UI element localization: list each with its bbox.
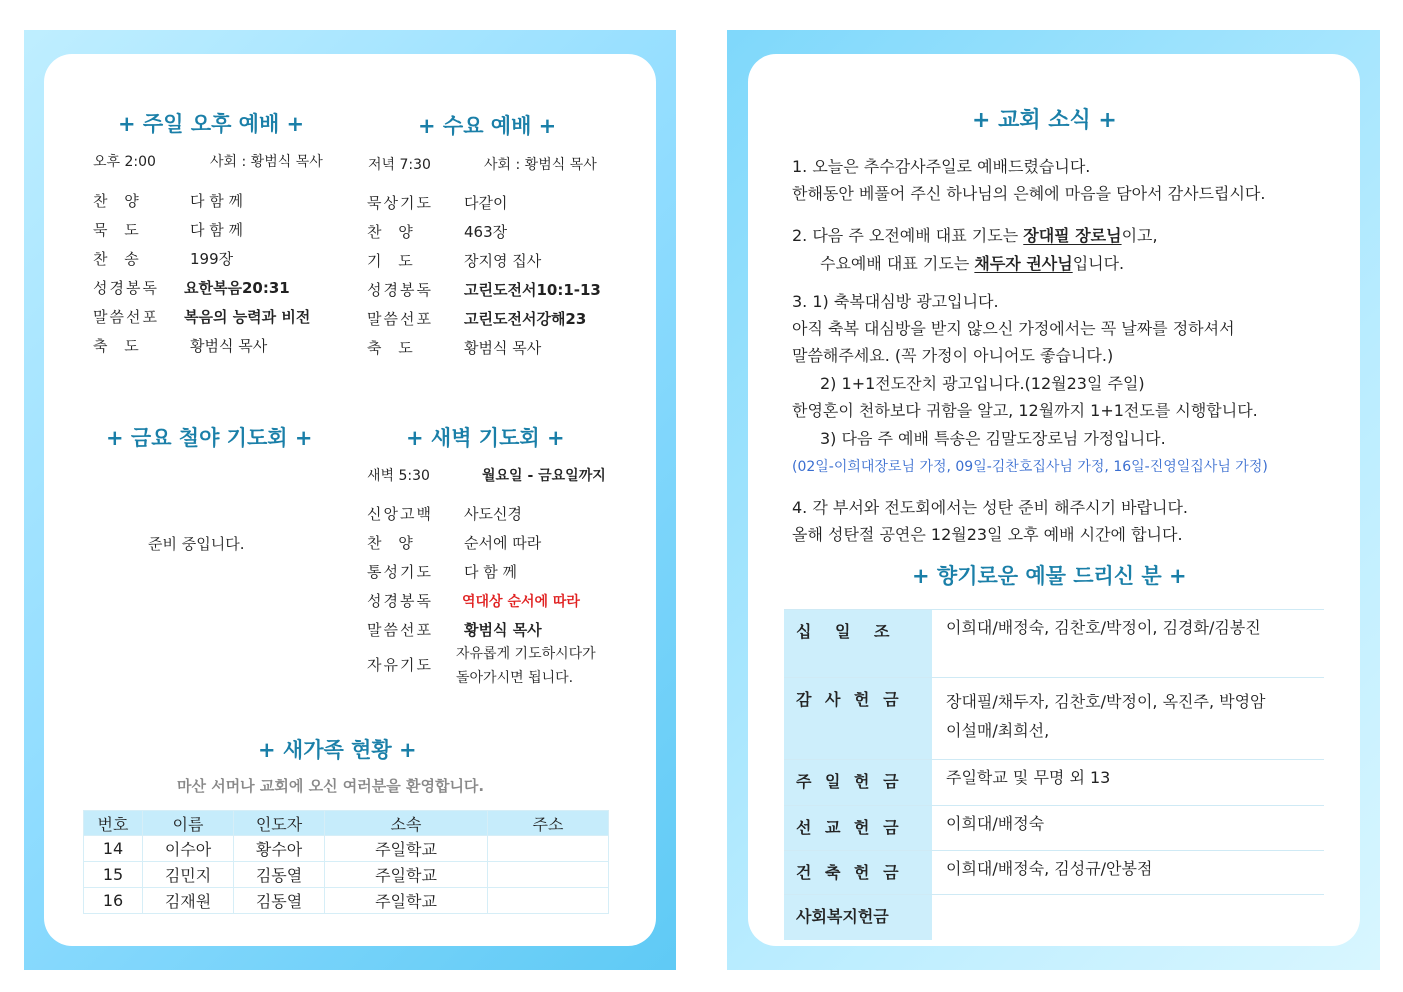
news-item-3-line3: 말씀해주세요. (꼭 가정이 아니어도 좋습니다.) [792,346,1114,365]
column-header: 번호 [84,811,143,836]
offering-value-line: 이설매/최희선, [946,721,1050,740]
newfamily-title: + 새가족 현황 + [258,738,417,762]
news-title: + 교회 소식 + [972,108,1117,133]
news-item-3-line6: 3) 다음 주 예배 특송은 김말도장로님 가정입니다. [820,429,1166,448]
wednesday-item-value: 장지영 집사 [464,252,542,270]
sunday-item-value: 다 함 께 [190,192,244,210]
friday-note: 준비 중입니다. [148,535,245,553]
dawn-time: 새벽 5:30 [367,468,430,484]
dawn-item-label: 신앙고백 [367,505,433,523]
wednesday-title: + 수요 예배 + [418,114,557,138]
offering-value [932,678,1324,760]
news-text: 입니다. [1072,254,1125,273]
sunday-title: + 주일 오후 예배 + [118,112,305,136]
sunday-item-label: 축 도 [93,337,145,355]
table-row [84,836,609,862]
friday-title: + 금요 철야 기도회 + [106,426,313,450]
dawn-item-label: 찬 양 [367,534,419,552]
table-cell: 주일학교 [325,862,488,888]
offering-value: 이희대/배정숙, 김찬호/박정이, 김경화/김봉진 [932,610,1324,678]
sunday-time: 오후 2:00 [93,154,156,170]
dawn-title: + 새벽 기도회 + [406,426,565,450]
news-item-4-line1: 4. 각 부서와 전도회에서는 성탄 준비 해주시기 바랍니다. [792,498,1188,517]
wednesday-item-label: 축 도 [367,339,419,357]
table-cell: 15 [84,862,143,888]
news-item-4-line2: 올해 성탄절 공연은 12월23일 오후 예배 시간에 합니다. [792,525,1183,544]
offering-label: 주 일 헌 금 [784,760,932,806]
table-cell: 14 [84,836,143,862]
sunday-item-label: 찬 양 [93,192,145,210]
table-cell: 황수아 [234,836,325,862]
sunday-item-label: 말씀선포 [93,308,159,326]
sunday-item-value: 복음의 능력과 비전 [184,308,311,326]
table-row [784,895,1324,940]
sunday-item-label: 성경봉독 [93,279,159,297]
offerings-title: + 향기로운 예물 드리신 분 + [912,564,1187,588]
offering-label: 십 일 조 [784,610,932,678]
sunday-item-value: 황범식 목사 [190,337,268,355]
sunday-item-label: 찬 송 [93,250,145,268]
left-page-card [44,54,656,946]
offering-value: 이희대/배정숙 [932,806,1324,851]
offerings-table [784,609,1324,940]
offering-value-line: 장대필/채두자, 김찬호/박정이, 옥진주, 박영암 [946,692,1266,711]
sunday-item-value: 요한복음20:31 [184,279,290,297]
sunday-leader: 사회 : 황범식 목사 [210,154,323,170]
wednesday-leader: 사회 : 황범식 목사 [484,157,597,173]
newfamily-table [83,810,609,914]
table-row [84,862,609,888]
offering-label: 선 교 헌 금 [784,806,932,851]
news-item-1-line1: 1. 오늘은 추수감사주일로 예배드렸습니다. [792,157,1091,176]
offering-value [932,895,1324,940]
news-item-2-line1 [792,222,1158,249]
dawn-item-label: 통성기도 [367,563,433,581]
wednesday-item-label: 기 도 [367,252,419,270]
news-item-3-line5: 한영혼이 천하보다 귀함을 알고, 12월까지 1+1전도를 시행합니다. [792,401,1258,420]
wednesday-item-label: 묵상기도 [367,194,433,212]
sunday-item-value: 199장 [190,250,234,268]
prayer-leader-name: 장대필 장로님 [1023,226,1122,245]
dawn-item-value: 다 함 께 [464,563,518,581]
news-text: 이고, [1121,226,1158,245]
wednesday-item-value: 다같이 [464,194,508,212]
wednesday-time: 저녁 7:30 [368,157,431,173]
prayer-leader-name: 채두자 권사님 [974,254,1073,273]
dawn-item-label: 자유기도 [367,656,433,674]
column-header: 이름 [143,811,234,836]
left-page-frame [24,30,676,970]
news-item-3-line7: (02일-이희대장로님 가정, 09일-김찬호집사님 가정, 16일-진영일집사님 가정) [792,459,1268,475]
table-cell: 김재원 [143,888,234,914]
wednesday-item-label: 성경봉독 [367,281,433,299]
dawn-item-value: 황범식 목사 [464,621,542,639]
right-page-frame [727,30,1380,970]
news-item-3-line4: 2) 1+1전도잔치 광고입니다.(12월23일 주일) [820,374,1145,393]
newfamily-welcome: 마산 서머나 교회에 오신 여러분을 환영합니다. [177,777,485,795]
offering-label: 건 축 헌 금 [784,851,932,895]
dawn-item-value: 돌아가시면 됩니다. [456,670,574,686]
table-cell: 김민지 [143,862,234,888]
column-header: 주소 [488,811,609,836]
news-item-2-line2 [820,250,1124,277]
offering-label: 사회복지헌금 [784,895,932,940]
news-text: 수요예배 대표 기도는 [820,254,975,273]
column-header: 인도자 [234,811,325,836]
wednesday-item-value: 황범식 목사 [464,339,542,357]
dawn-item-label: 말씀선포 [367,621,433,639]
dawn-item-value: 역대상 순서에 따라 [462,594,580,610]
table-cell [488,836,609,862]
sunday-item-label: 묵 도 [93,221,145,239]
offering-value: 주일학교 및 무명 외 13 [932,760,1324,806]
table-cell: 김동열 [234,862,325,888]
table-row [784,806,1324,851]
table-cell: 이수아 [143,836,234,862]
news-item-3-line2: 아직 축복 대심방을 받지 않으신 가정에서는 꼭 날짜를 정하셔서 [792,319,1235,338]
table-row [784,610,1324,678]
dawn-days: 월요일 - 금요일까지 [482,468,606,484]
table-row [784,678,1324,760]
news-text: 2. 다음 주 오전예배 대표 기도는 [792,226,1024,245]
table-header-row [84,811,609,836]
table-row [784,760,1324,806]
dawn-item-value: 순서에 따라 [464,534,542,552]
wednesday-item-label: 말씀선포 [367,310,433,328]
table-cell [488,888,609,914]
column-header: 소속 [325,811,488,836]
table-row [84,888,609,914]
table-cell [488,862,609,888]
news-item-3-line1: 3. 1) 축복대심방 광고입니다. [792,292,999,311]
offering-value: 이희대/배정숙, 김성규/안봉점 [932,851,1324,895]
offering-label: 감 사 헌 금 [784,678,932,760]
wednesday-item-value: 고린도전서강해23 [464,310,587,328]
table-cell: 주일학교 [325,836,488,862]
sunday-item-value: 다 함 께 [190,221,244,239]
table-cell: 주일학교 [325,888,488,914]
wednesday-item-label: 찬 양 [367,223,419,241]
table-cell: 김동열 [234,888,325,914]
dawn-item-label: 성경봉독 [367,592,433,610]
table-row [784,851,1324,895]
right-page-card [748,54,1360,946]
dawn-item-value: 사도신경 [464,505,522,523]
news-item-1-line2: 한해동안 베풀어 주신 하나님의 은혜에 마음을 담아서 감사드립시다. [792,184,1266,203]
table-cell: 16 [84,888,143,914]
wednesday-item-value: 463장 [464,223,508,241]
wednesday-item-value: 고린도전서10:1-13 [464,281,601,299]
dawn-item-value: 자유롭게 기도하시다가 [456,646,596,662]
